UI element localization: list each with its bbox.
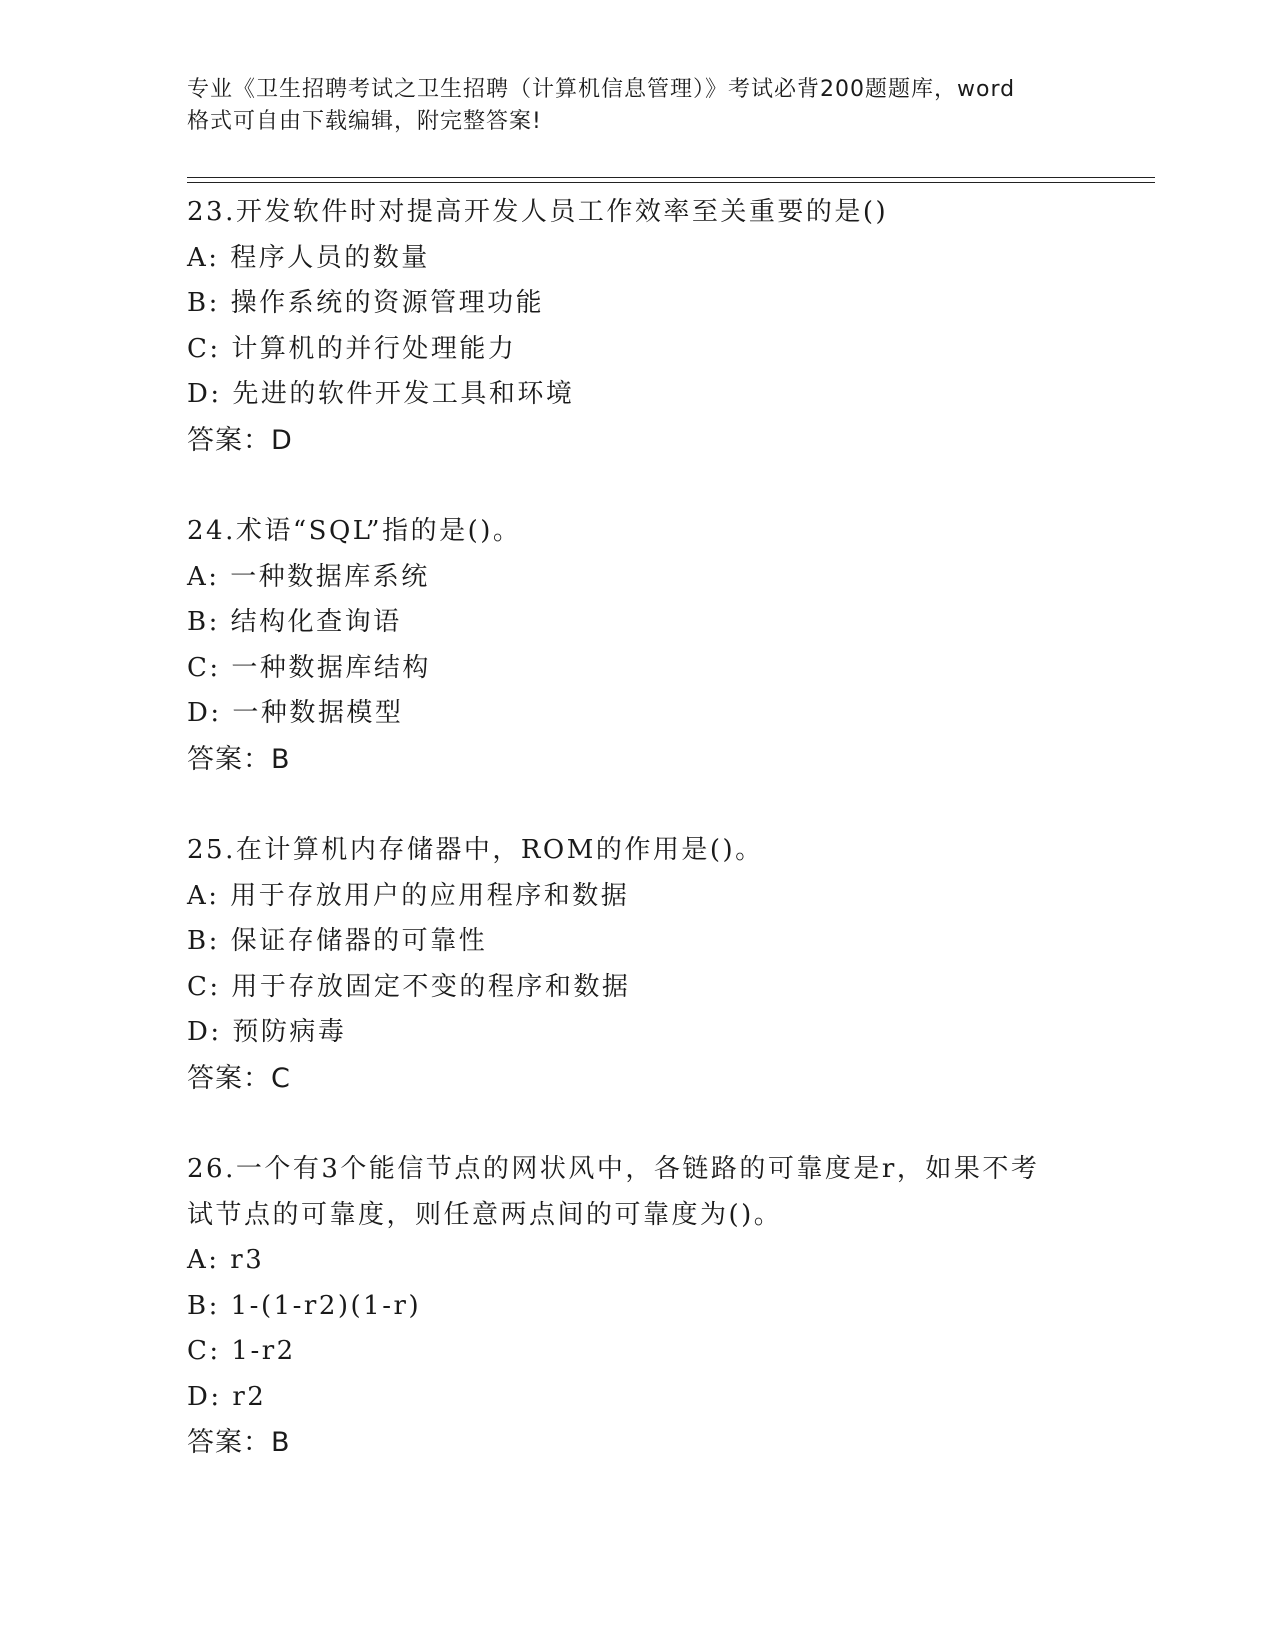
option-d: D: 一种数据模型 bbox=[187, 698, 404, 728]
question-24 bbox=[187, 509, 1087, 782]
question-stem-line-2: 试节点的可靠度，则任意两点间的可靠度为()。 bbox=[187, 1199, 783, 1230]
answer-label: 答案：B bbox=[187, 1427, 291, 1458]
question-stem: 25.在计算机内存储器中，ROM的作用是()。 bbox=[187, 835, 764, 865]
question-26 bbox=[187, 1147, 1087, 1466]
option-a: A: 一种数据库系统 bbox=[187, 561, 430, 592]
header-line-2: 格式可自由下载编辑，附完整答案! bbox=[187, 109, 542, 134]
option-b: B: 保证存储器的可靠性 bbox=[187, 926, 488, 956]
answer-label: 答案：B bbox=[187, 743, 291, 775]
option-a: A: 用于存放用户的应用程序和数据 bbox=[187, 880, 630, 911]
question-stem: 23.开发软件时对提高开发人员工作效率至关重要的是() bbox=[187, 197, 889, 227]
option-c: C: 计算机的并行处理能力 bbox=[187, 333, 517, 364]
option-d: D: 预防病毒 bbox=[187, 1017, 347, 1047]
question-23 bbox=[187, 190, 1087, 463]
question-stem-line-1: 26.一个有3个能信节点的网状风中，各链路的可靠度是r，如果不考 bbox=[187, 1154, 1040, 1184]
question-25 bbox=[187, 828, 1087, 1101]
option-c: C: 1-r2 bbox=[187, 1336, 296, 1366]
option-a: A: 程序人员的数量 bbox=[187, 242, 430, 273]
option-a: A: r3 bbox=[187, 1245, 265, 1275]
header-divider-bottom bbox=[187, 182, 1155, 183]
answer-label: 答案：C bbox=[187, 1062, 291, 1094]
option-b: B: 操作系统的资源管理功能 bbox=[187, 288, 545, 318]
option-d: D: r2 bbox=[187, 1381, 267, 1412]
header-line-1: 专业《卫生招聘考试之卫生招聘（计算机信息管理）》考试必背200题题库，word bbox=[187, 77, 1016, 102]
option-c: C: 一种数据库结构 bbox=[187, 652, 431, 683]
option-c: C: 用于存放固定不变的程序和数据 bbox=[187, 971, 631, 1002]
option-b: B: 结构化查询语 bbox=[187, 607, 402, 637]
option-d: D: 先进的软件开发工具和环境 bbox=[187, 379, 575, 409]
question-stem: 24.术语“SQL”指的是()。 bbox=[187, 516, 522, 546]
header-divider-top bbox=[187, 177, 1155, 178]
option-b: B: 1-(1-r2)(1-r) bbox=[187, 1290, 422, 1321]
answer-label: 答案：D bbox=[187, 424, 293, 456]
document-header bbox=[187, 74, 1087, 138]
